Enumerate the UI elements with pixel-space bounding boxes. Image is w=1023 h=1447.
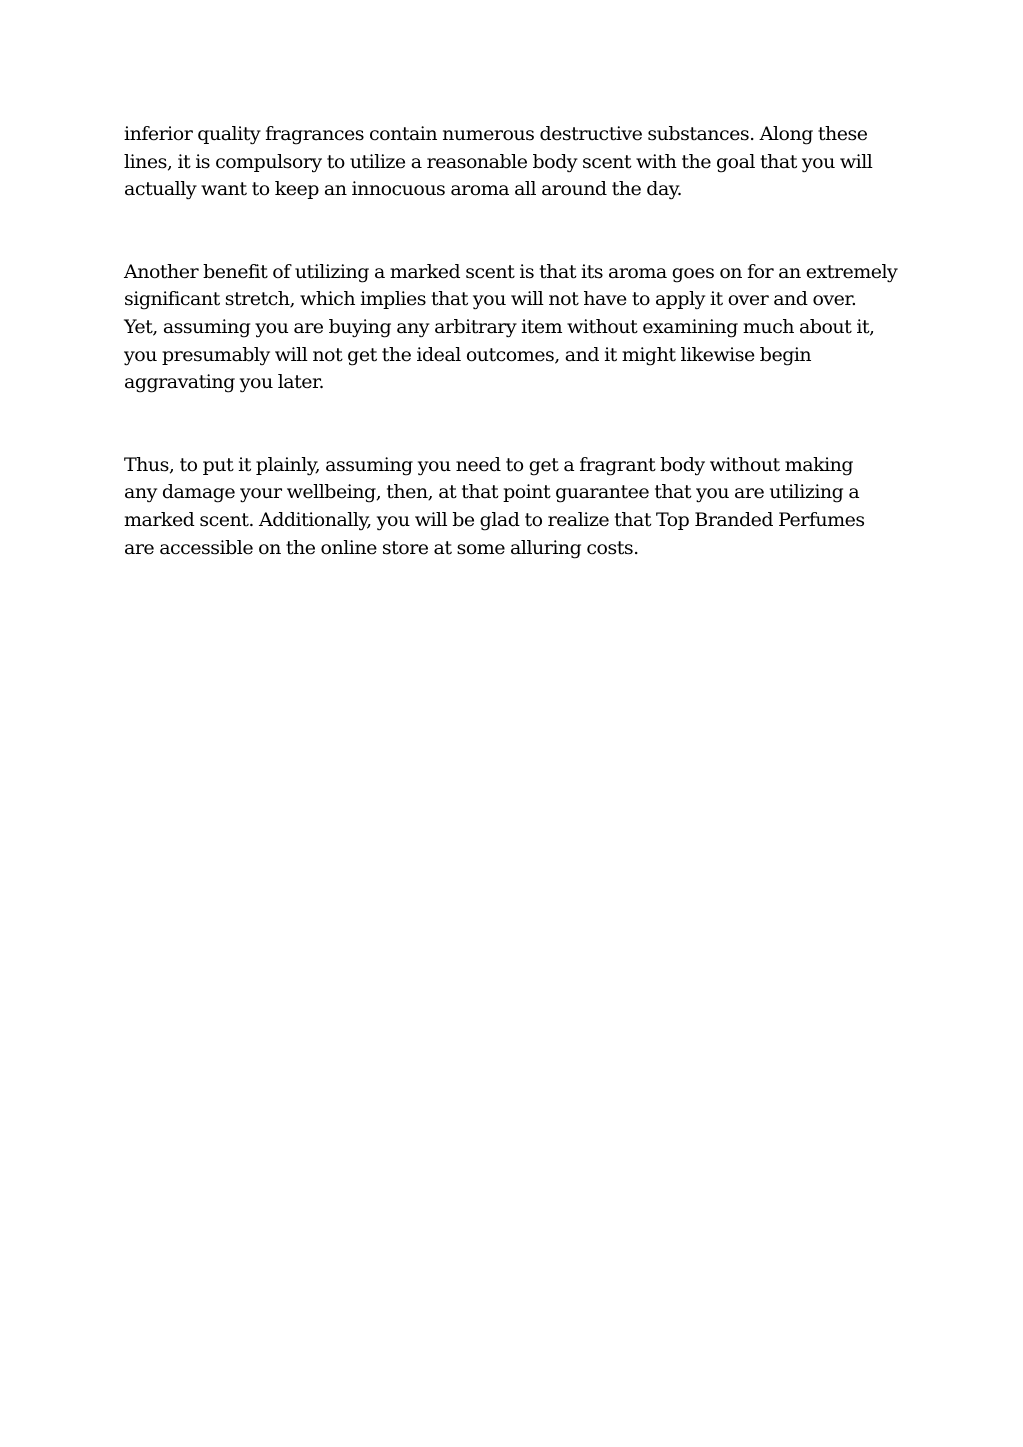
paragraph-2 — [124, 259, 914, 397]
text-line: actually want to keep an innocuous aroma all around the day. — [124, 178, 683, 201]
text-line: any damage your wellbeing, then, at that point guarantee that you are utilizing a — [124, 481, 860, 504]
text-line: lines, it is compulsory to utilize a reasonable body scent with the goal that you will — [124, 150, 873, 173]
document-body — [124, 121, 914, 617]
text-line: aggravating you later. — [124, 371, 325, 394]
text-line: Another benefit of utilizing a marked scent is that its aroma goes on for an extremely — [124, 260, 898, 283]
text-line: significant stretch, which implies that you will not have to apply it over and over. — [124, 288, 857, 311]
paragraph-3 — [124, 452, 914, 562]
text-line: you presumably will not get the ideal outcomes, and it might likewise begin — [124, 343, 812, 366]
text-line: Yet, assuming you are buying any arbitrary item without examining much about it, — [124, 315, 875, 338]
text-line: inferior quality fragrances contain numerous destructive substances. Along these — [124, 123, 868, 145]
text-line: Thus, to put it plainly, assuming you need to get a fragrant body without making — [124, 453, 854, 476]
paragraph-1 — [124, 121, 914, 204]
text-line: are accessible on the online store at some alluring costs. — [124, 536, 639, 559]
text-line: marked scent. Additionally, you will be glad to realize that Top Branded Perfumes — [124, 508, 865, 531]
